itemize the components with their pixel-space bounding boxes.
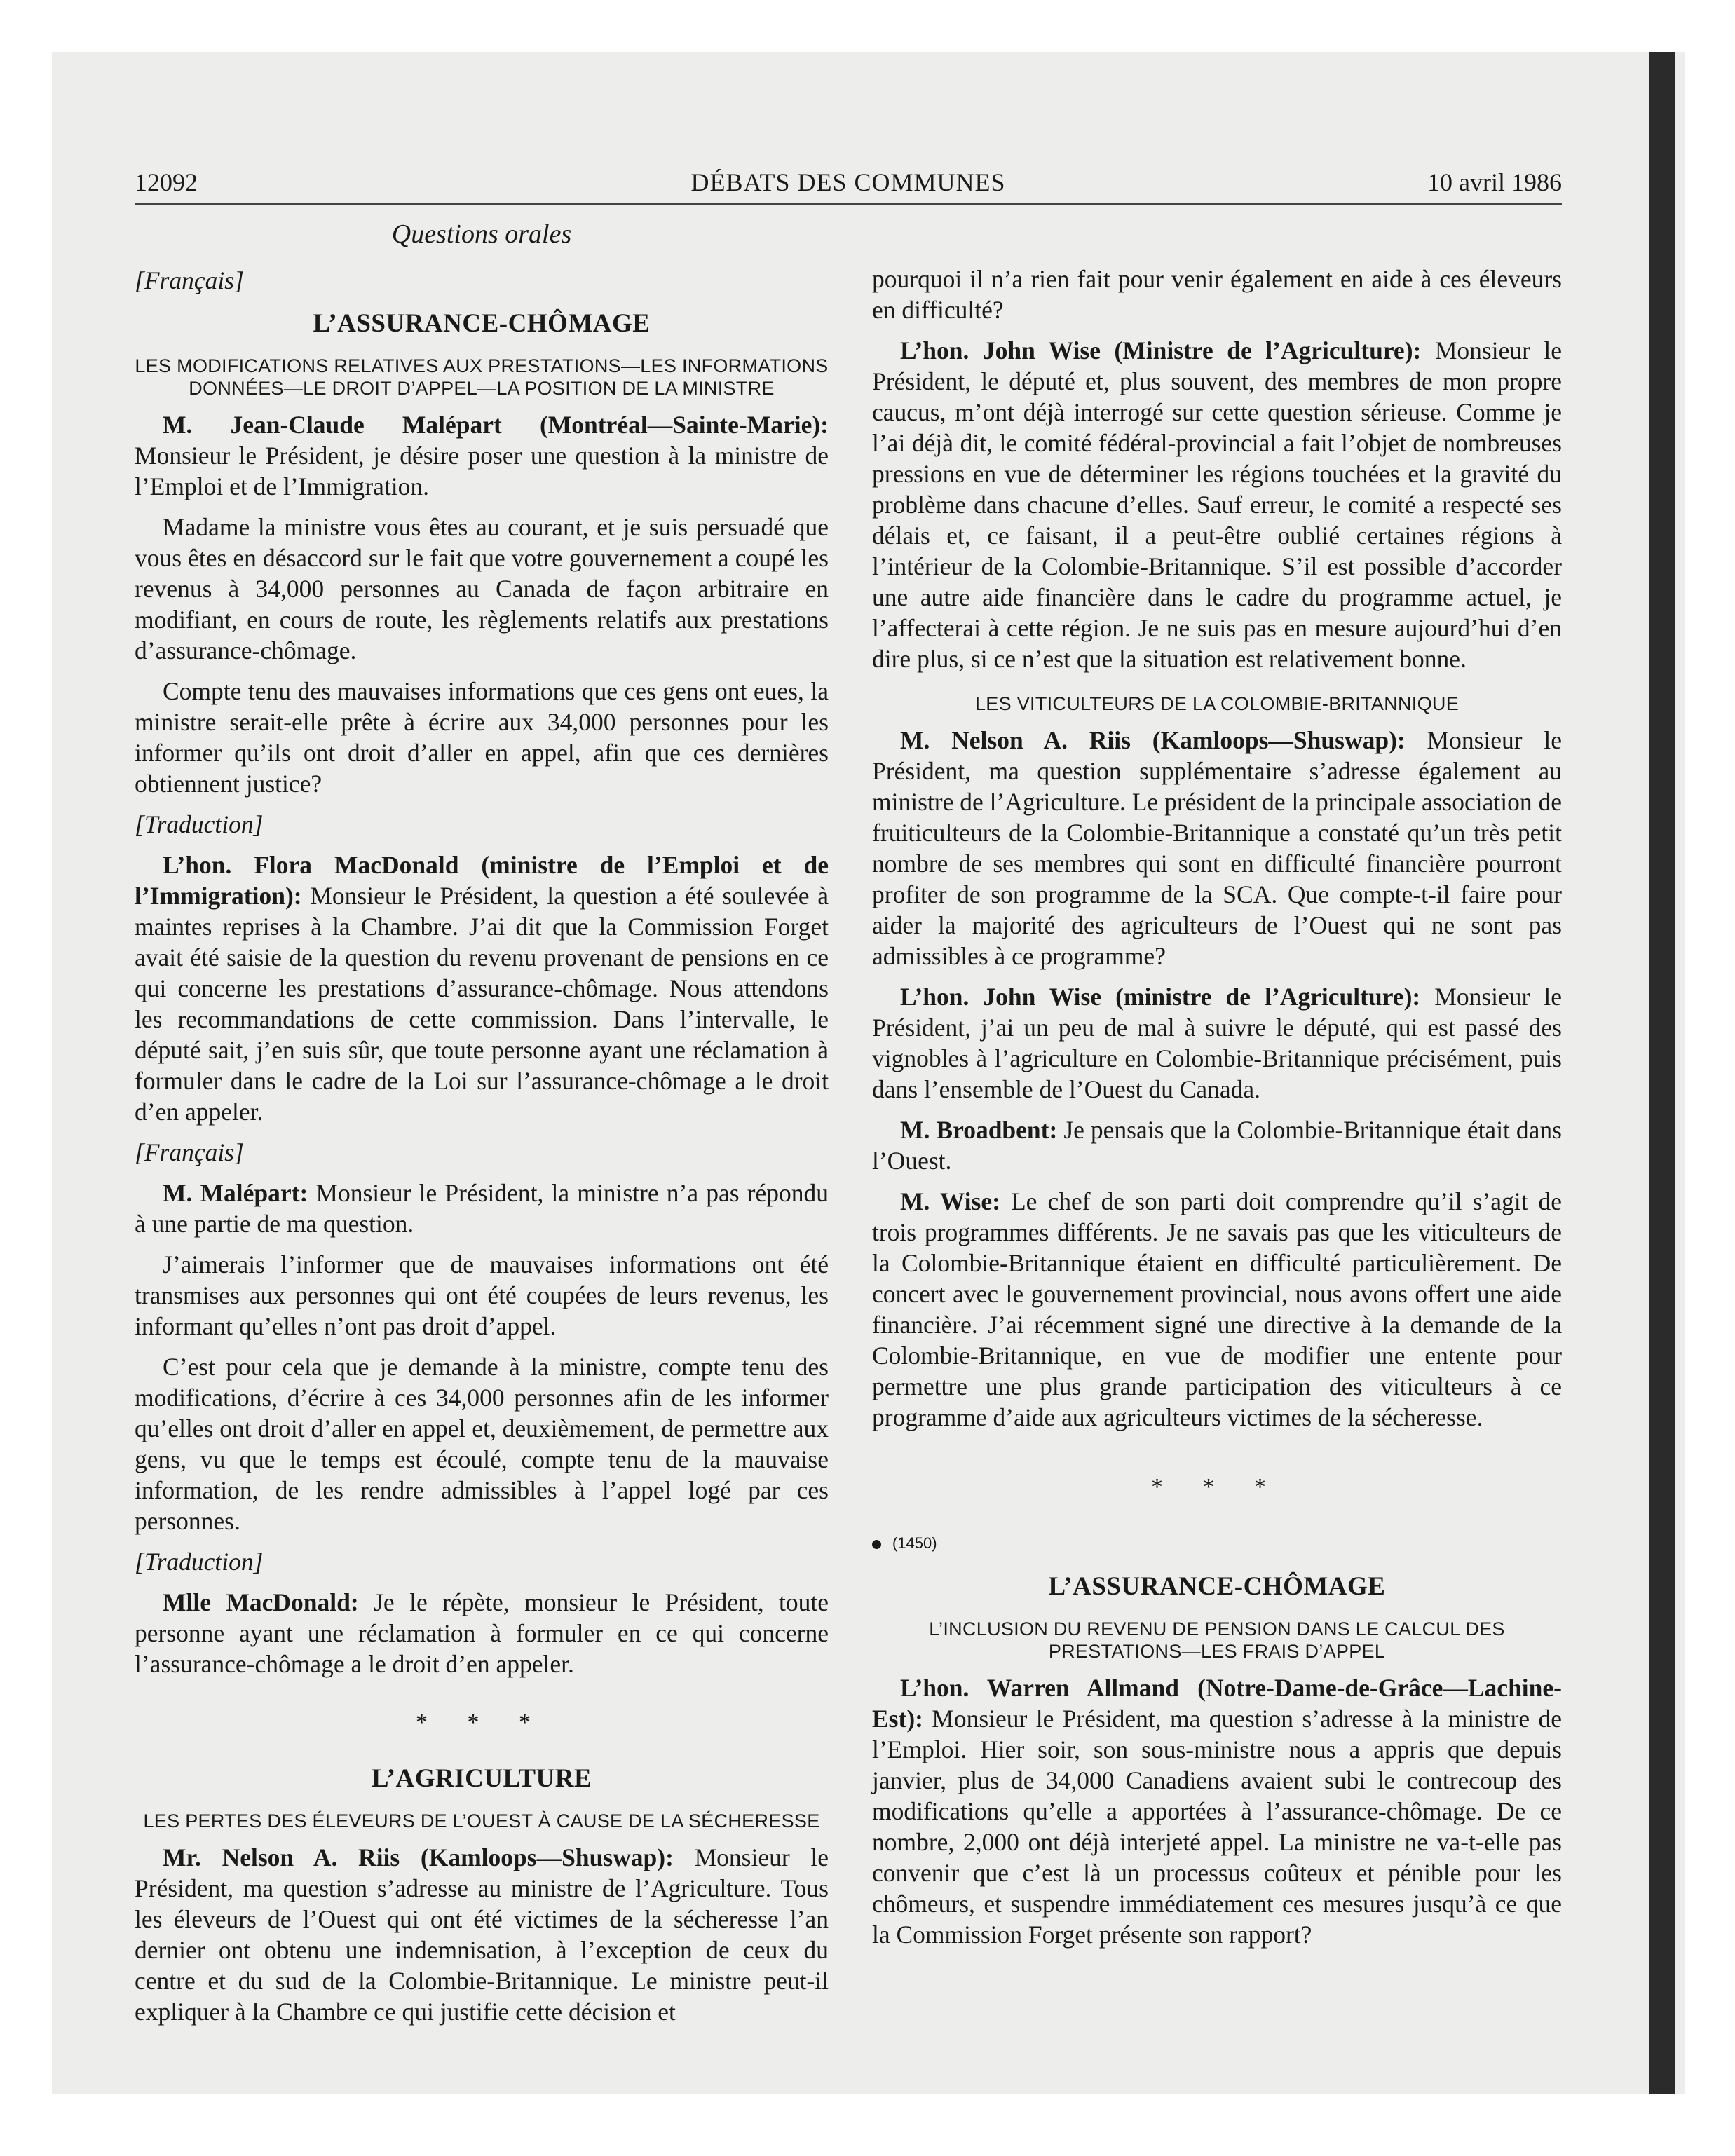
paragraph: [872, 1186, 1562, 1433]
language-marker: [Français]: [135, 1138, 244, 1166]
left-column: [135, 259, 829, 2037]
speaker-name: M. Broadbent:: [900, 1116, 1058, 1144]
speaker-name: L’hon. Flora MacDonald (ministre de l’Emploi et de l’Immigration):: [135, 851, 829, 910]
paragraph: [872, 335, 1562, 674]
paragraph: [135, 409, 829, 502]
speech-text: Monsieur le Président, je désire poser une question à la ministre de l’Emploi et de l’Immigration.: [135, 442, 829, 500]
paragraph: Compte tenu des mauvaises informations que ces gens ont eues, la ministre serait-elle prête à écrire aux 34,000 personnes pour les informer qu’ils ont droit d’aller en appel, afin que ces dernières obtiennent justice?: [135, 677, 829, 798]
speech-text: Je pensais que la Colombie-Britannique était dans l’Ouest.: [872, 1116, 1563, 1175]
speech-text: Monsieur le Président, j’ai un peu de mal à suivre le député, qui est passé des vignobles à l’agriculture en Colombie-Britannique précisément, puis dans l’ensemble de l’Ouest du Canada.: [872, 983, 1562, 1103]
speech-text: Je le répète, monsieur le Président, toute personne ayant une réclamation à formuler en ce qui concerne l’assurance-chômage a le droit d’en appeler.: [135, 1588, 829, 1678]
speaker-name: M. Wise:: [900, 1187, 1000, 1215]
time-marker: [872, 1528, 1562, 1559]
language-marker: [Traduction]: [135, 810, 264, 838]
section-title: L’AGRICULTURE: [371, 1764, 592, 1793]
scan-edge: [1649, 52, 1675, 2094]
paragraph: [872, 725, 1562, 971]
paragraph: [135, 850, 829, 1127]
speaker-name: L’hon. Warren Allmand (Notre-Dame-de-Grâce—Lachine-Est):: [872, 1674, 1562, 1733]
speech-text: Monsieur le Président, ma question s’adresse au ministre de l’Agriculture. Tous les éleveurs de l’Ouest qui ont été victimes de la sécheresse l’an dernier ont obtenu une indemnisation, à l’exception de ceux du centre et du sud de la Colombie-Britannique. Le ministre peut-il expliquer à la Chambre ce qui justifie cette décision et: [135, 1843, 829, 2026]
paragraph: Madame la ministre vous êtes au courant, et je suis persuadé que vous êtes en désaccord sur le fait que votre gouvernement a coupé les revenus à 34,000 personnes au Canada de façon arbitraire en modifiant, en cours de route, les règlements relatifs aux prestations d’assurance-chômage.: [135, 513, 829, 664]
right-column: [872, 264, 1562, 1960]
speech-text: Monsieur le Président, ma question s’adresse à la ministre de l’Emploi. Hier soir, son sous-ministre nous a appris que depuis janvier, plus de 34,000 Canadiens avaient subi le contrecoup des modifications qu’elle a apportées à l’assurance-chômage. De ce nombre, 2,000 ont déjà interjeté appel. La ministre ne va-t-elle pas convenir que c’est là un processus coûteux et pénible pour les chômeurs, et suspendre immédiatement ces mesures jusqu’à ce que la Commission Forget présente son rapport?: [872, 1705, 1562, 1949]
paragraph: [135, 1587, 829, 1679]
section-subtitle: L’INCLUSION DU REVENU DE PENSION DANS LE CALCUL DES PRESTATIONS—LES FRAIS D’APPEL: [929, 1618, 1505, 1662]
section-title: L’ASSURANCE-CHÔMAGE: [313, 309, 651, 338]
speaker-name: L’hon. John Wise (ministre de l’Agriculture):: [900, 983, 1421, 1011]
speech-text: Monsieur le Président, ma question supplémentaire s’adresse également au ministre de l’Agriculture. Le président de la principale association de fruiticulteurs de la Colombie-Britannique a constaté qu’un très petit nombre de ses membres qui sont en difficulté financière pourront profiter de son programme de la SCA. Que compte-t-il faire pour aider la majorité des agriculteurs de l’Ouest qui ne sont pas admissibles à ce programme?: [872, 726, 1562, 970]
speaker-name: M. Malépart:: [163, 1179, 308, 1207]
paragraph: [135, 1842, 829, 2027]
language-marker: [Traduction]: [135, 1548, 264, 1576]
speaker-name: M. Jean-Claude Malépart (Montréal—Sainte-Marie):: [163, 411, 829, 439]
speech-text: Monsieur le Président, la ministre n’a pas répondu à une partie de ma question.: [135, 1179, 829, 1238]
speech-text: Le chef de son parti doit comprendre qu’il s’agit de trois programmes différents. Je ne savais pas que les viticulteurs de la Colombie-Britannique étaient en difficulté particulièrement. De concert avec le gouvernement provincial, nous avons offert une aide financière. J’ai récemment signé une directive à la demande de la Colombie-Britannique, en vue de modifier une entente pour permettre une plus grande participation des viticulteurs à ce programme d’aide aux agriculteurs victimes de la sécheresse.: [872, 1187, 1562, 1431]
paragraph: [872, 981, 1562, 1105]
section-runner: Questions orales: [391, 219, 572, 249]
section-subtitle: LES PERTES DES ÉLEVEURS DE L’OUEST À CAUSE DE LA SÉCHERESSE: [143, 1810, 820, 1831]
section-separator: * * *: [416, 1710, 547, 1735]
time-stamp: (1450): [892, 1534, 937, 1552]
header-rule: [135, 203, 1562, 205]
paragraph: [872, 1672, 1562, 1950]
page-date: 10 avril 1986: [1427, 168, 1562, 196]
paragraph: [872, 1114, 1562, 1176]
speaker-name: Mr. Nelson A. Riis (Kamloops—Shuswap):: [163, 1843, 674, 1871]
page-number: 12092: [135, 168, 198, 196]
paragraph: C’est pour cela que je demande à la ministre, compte tenu des modifications, d’écrire à ces 34,000 personnes afin de les informer qu’elles ont droit d’aller en appel et, deuxièmement, de permettre aux gens, vu que le temps est écoulé, compte tenu de la mauvaise information, de les rendre admissibles à l’appel logé par ces personnes.: [135, 1353, 829, 1535]
paragraph: [135, 1178, 829, 1239]
language-marker: [Français]: [135, 266, 244, 294]
speaker-name: M. Nelson A. Riis (Kamloops—Shuswap):: [900, 726, 1406, 754]
speech-text: Monsieur le Président, le député et, plus souvent, des membres de mon propre caucus, m’ont déjà interrogé sur cette question sérieuse. Comme je l’ai déjà dit, le comité fédéral-provincial a fait l’objet de nombreuses pressions en vue de déterminer les régions touchées et la gravité du problème dans chacune d’elles. Sauf erreur, le comité a respecté ses délais et, ce faisant, il a peut-être oublié certaines régions à l’intérieur de la Colombie-Britannique. S’il est possible d’accorder une autre aide financière dans le cadre du programme actuel, je l’affecterai à cette région. Je ne suis pas en mesure aujourd’hui d’en dire plus, si ce n’est que la situation est relativement bonne.: [872, 336, 1562, 673]
bullet-icon: [872, 1540, 881, 1549]
publication-title: DÉBATS DES COMMUNES: [690, 168, 1006, 196]
section-subtitle: LES MODIFICATIONS RELATIVES AUX PRESTATIONS—LES INFORMATIONS DONNÉES—LE DROIT D’APPEL—LA POSITION DE LA MINISTRE: [135, 355, 829, 399]
section-title: L’ASSURANCE-CHÔMAGE: [1048, 1572, 1386, 1601]
speaker-name: Mlle MacDonald:: [163, 1588, 359, 1616]
paragraph: J’aimerais l’informer que de mauvaises informations ont été transmises aux personnes qui ont été coupées de leurs revenus, les informant qu’elles n’ont pas droit d’appel.: [135, 1250, 829, 1340]
speech-text: Monsieur le Président, la question a été soulevée à maintes reprises à la Chambre. J’ai dit que la Commission Forget avait été saisie de la question du revenu provenant de pensions en ce qui concerne les prestations d’assurance-chômage. Nous attendons les recommandations de cette commission. Dans l’intervalle, le député sait, j’en suis sûr, que toute personne ayant une réclamation à formuler dans le cadre de la Loi sur l’assurance-chômage a le droit d’en appeler.: [135, 882, 829, 1126]
section-separator: * * *: [1151, 1474, 1283, 1500]
speaker-name: L’hon. John Wise (Ministre de l’Agriculture):: [900, 336, 1422, 364]
paragraph: pourquoi il n’a rien fait pour venir également en aide à ces éleveurs en difficulté?: [872, 265, 1562, 324]
section-subtitle: LES VITICULTEURS DE LA COLOMBIE-BRITANNIQUE: [974, 693, 1460, 714]
